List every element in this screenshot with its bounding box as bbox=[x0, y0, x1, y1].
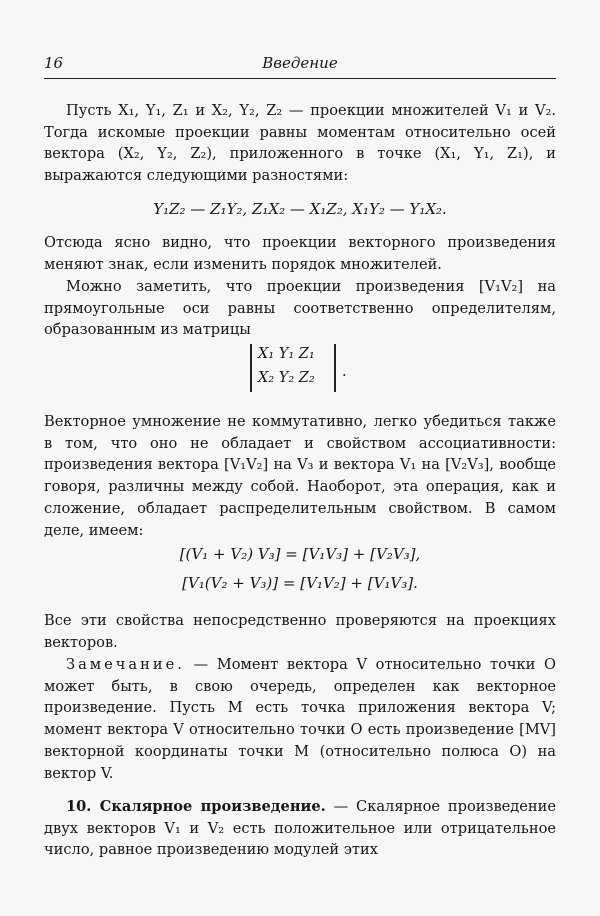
matrix-left-bar bbox=[250, 344, 252, 392]
paragraph-determinants: Можно заметить, что проекции произведения [V₁V₂] на прямоугольные оси равны соответственно определителям, образованным из матрицы bbox=[44, 278, 556, 339]
paragraph-remark bbox=[44, 654, 556, 784]
running-title: Введение bbox=[262, 54, 338, 72]
section-title: 10. Скалярное произведение. bbox=[66, 798, 326, 815]
matrix-row-2: X₂ Y₂ Z₂ bbox=[258, 370, 315, 386]
page-header bbox=[44, 52, 556, 79]
section-text: — Скалярное произведение двух векторов V₁ и V₂ есть положительное или отрицательное число, равное произведению модулей этих bbox=[44, 798, 557, 859]
matrix-period: . bbox=[342, 364, 347, 380]
formula-distributive-1: [(V₁ + V₂) V₃] = [V₁V₃] + [V₂V₃], bbox=[179, 545, 421, 563]
paragraph-scalar-product bbox=[44, 796, 556, 861]
matrix-row-1: X₁ Y₁ Z₁ bbox=[258, 346, 315, 362]
matrix bbox=[250, 342, 350, 394]
paragraph-noncommutative: Векторное умножение не коммутативно, легко убедиться также в том, что оно не обладает и свойством ассоциативности: произведения вектора [V₁V₂] на V₃ и вектора V₁ на [V₂V₃], вообще говоря, различны между собой. Наоборот, эта операция, как и сложение, обладает распределительным свойством. В самом деле, имеем: bbox=[44, 413, 556, 539]
paragraph-verification: Все эти свойства непосредственно проверяются на проекциях векторов. bbox=[44, 612, 556, 651]
remark-label: Замечание. bbox=[66, 656, 185, 673]
formula-differences: Y₁Z₂ — Z₁Y₂, Z₁X₂ — X₁Z₂, X₁Y₂ — Y₁X₂. bbox=[153, 200, 447, 218]
remark-text: — Момент вектора V относительно точки O может быть, в свою очередь, определен как векторное произведение. Пусть M есть точка приложения вектора V; момент вектора V относительно точки O есть произведение [MV] векторной координаты точки M (относительно полюса O) на вектор V. bbox=[44, 656, 556, 782]
matrix-right-bar bbox=[334, 344, 336, 392]
paragraph-projections: Пусть X₁, Y₁, Z₁ и X₂, Y₂, Z₂ — проекции множителей V₁ и V₂. Тогда искомые проекции равны моментам относительно осей вектора (X₂, Y₂, Z₂), приложенного в точке (X₁, Y₁, Z₁), и выражаются следующими разностями: bbox=[44, 102, 556, 185]
paragraph-sign-change: Отсюда ясно видно, что проекции векторного произведения меняют знак, если изменить порядок множителей. bbox=[44, 234, 556, 273]
page-number: 16 bbox=[44, 54, 64, 72]
formula-distributive-2: [V₁(V₂ + V₃)] = [V₁V₂] + [V₁V₃]. bbox=[182, 574, 418, 592]
